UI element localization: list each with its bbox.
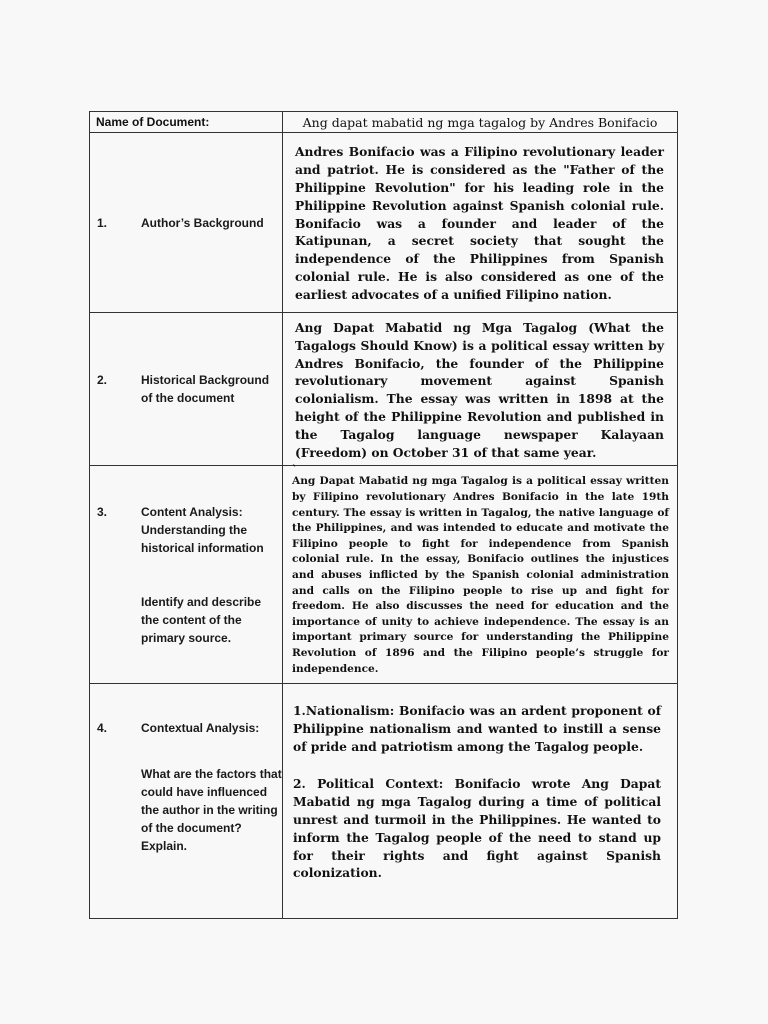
- row-label-cell: [90, 466, 283, 684]
- paragraph-political-context: 2. Political Context: Bonifacio wrote Ang Dapat Mabatid ng mga Tagalog during a time of political unrest and turmoil in the Philippines. He wanted to inform the Tagalog people of the need to stand up for their rights and fight against Spanish colonization.: [293, 776, 661, 881]
- row-content-cell: [283, 466, 678, 684]
- row-sublabel: What are the factors that could have influenced the author in the writing of the document? Explain.: [141, 767, 282, 854]
- table-row-header: [90, 112, 678, 133]
- row-label-text: Historical Background of the document: [141, 373, 270, 406]
- document-name-value: Ang dapat mabatid ng mga tagalog by Andres Bonifacio: [283, 112, 678, 133]
- row-label: [90, 371, 282, 407]
- stray-mark: `: [292, 465, 297, 477]
- table-row-authors-background: [90, 133, 678, 313]
- analysis-table: [89, 111, 678, 919]
- row-content: Ang Dapat Mabatid ng Mga Tagalog (What the Tagalogs Should Know) is a political essay written by Andres Bonifacio, the founder of the Philippine revolutionary movement against Spanish colonialism. The essay was written in 1898 at the height of the Philippine Revolution and published in the Tagalog language newspaper Kalayaan (Freedom) on October 31 of that same year.: [283, 313, 678, 466]
- row-number: 1.: [97, 215, 108, 230]
- row-label-text: Author’s Background: [141, 215, 264, 230]
- document-name-label: Name of Document:: [90, 112, 283, 133]
- row-label-cell: [90, 133, 283, 313]
- row-number: 3.: [97, 504, 108, 519]
- table-row-contextual-analysis: [90, 684, 678, 919]
- row-sublabel: Identify and describe the content of the primary source.: [141, 594, 262, 645]
- row-label-cell: [90, 313, 283, 466]
- row-number: 2.: [97, 373, 108, 388]
- row-content: Andres Bonifacio was a Filipino revolutionary leader and patriot. He is considered as the "Father of the Philippine Revolution" for his leading role in the Philippine Revolution against Spanish colonial rule. Bonifacio was a founder and leader of the Katipunan, a secret society that sought the independence of the Philippines from Spanish colonial rule. He is also considered as one of the earliest advocates of a unified Filipino nation.: [283, 133, 678, 313]
- row-label-text: Contextual Analysis:: [141, 721, 260, 736]
- row-label: [90, 503, 282, 557]
- row-label-cell: [90, 684, 283, 919]
- row-content-cell: [283, 684, 678, 919]
- paragraph-nationalism: 1.Nationalism: Bonifacio was an ardent proponent of Philippine nationalism and wanted to instill a sense of pride and patriotism among the Tagalog people.: [293, 703, 661, 754]
- row-content: Ang Dapat Mabatid ng mga Tagalog is a political essay written by Filipino revolutionary Andres Bonifacio in the late 19th century. The essay is written in Tagalog, the native language of the Philippines, and was intended to educate and motivate the Filipino people to fight for independence from Spanish colonial rule. In the essay, Bonifacio outlines the injustices and abuses inflicted by the Spanish colonial administration and calls on the Filipino people to rise up and fight for freedom. He also discusses the need for education and the importance of unity to achieve independence. The essay is an important primary source for understanding the Philippine Revolution of 1896 and the Filipino people’s struggle for independence.: [292, 475, 669, 675]
- table-row-content-analysis: [90, 466, 678, 684]
- row-number: 4.: [97, 721, 108, 736]
- table-row-historical-background: [90, 313, 678, 466]
- row-label: [90, 719, 282, 737]
- row-label: [90, 214, 282, 232]
- row-label-text: Content Analysis: Understanding the historical information: [141, 504, 264, 555]
